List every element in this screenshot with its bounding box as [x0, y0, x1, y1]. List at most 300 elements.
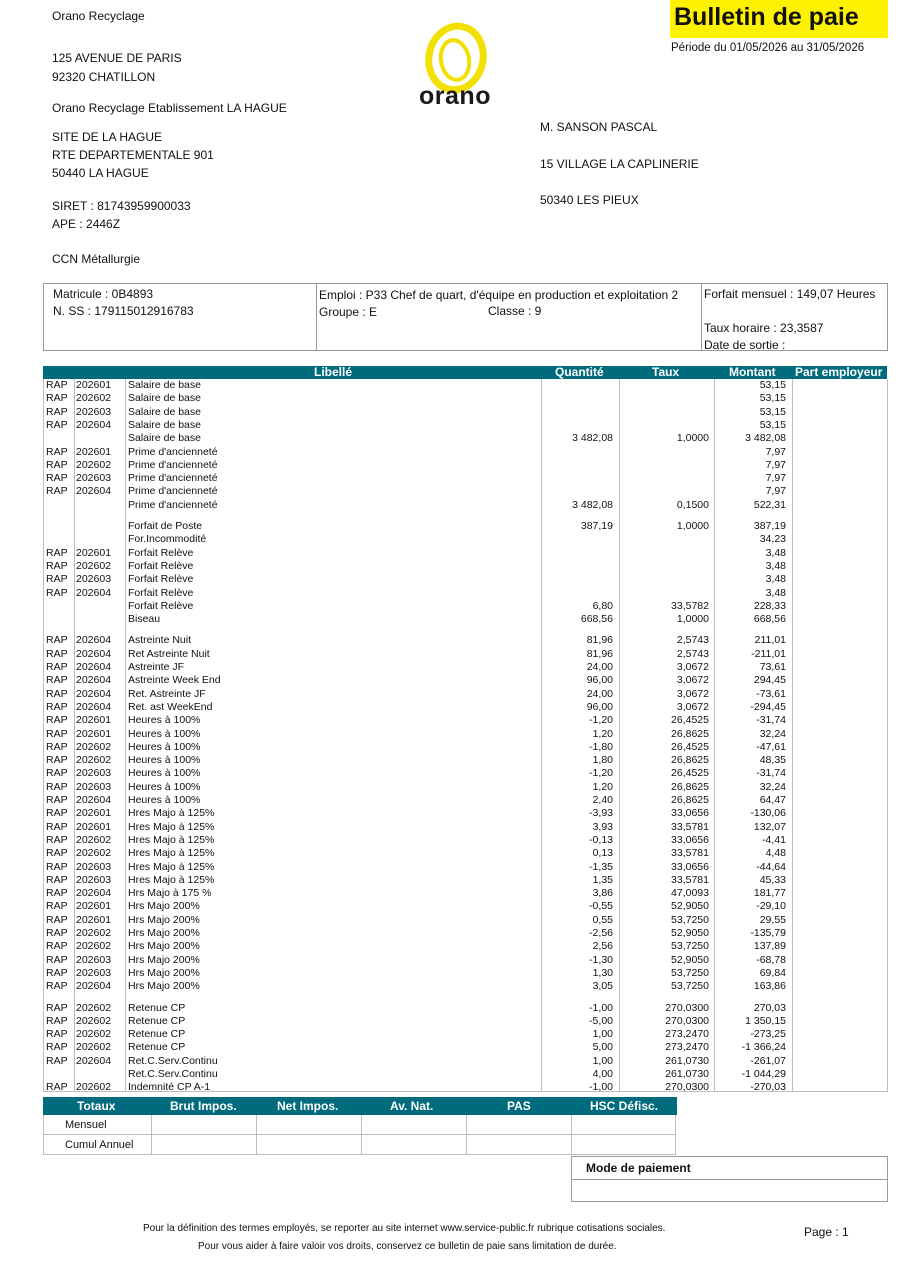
row-period: 202603 — [76, 780, 112, 793]
row-amount: 48,35 — [759, 754, 786, 767]
row-rate: 53,7250 — [671, 913, 709, 926]
row-period: 202604 — [76, 1054, 112, 1067]
row-period: 202602 — [76, 740, 112, 753]
row-rap: RAP — [46, 847, 68, 860]
row-period: 202601 — [76, 900, 112, 913]
row-rate: 33,0656 — [671, 860, 709, 873]
header-libelle: Libellé — [314, 365, 353, 379]
row-amount: -1 044,29 — [741, 1068, 786, 1080]
row-amount: -44,64 — [756, 860, 786, 873]
row-label: Forfait Relève — [128, 546, 194, 559]
row-period: 202604 — [76, 418, 112, 431]
row-quantity: -1,80 — [589, 740, 613, 753]
row-period: 202602 — [76, 1041, 112, 1054]
row-amount: 3,48 — [765, 559, 786, 572]
row-label: Hres Majo à 125% — [128, 820, 215, 833]
table-row — [0, 547, 911, 560]
table-row — [0, 728, 911, 741]
row-label: Heures à 100% — [128, 714, 201, 727]
row-amount: -273,25 — [750, 1028, 786, 1041]
totals-grid — [43, 1115, 676, 1155]
row-label: Retenue CP — [128, 1001, 186, 1014]
row-quantity: -1,20 — [589, 714, 613, 727]
row-rate: 52,9050 — [671, 900, 709, 913]
row-quantity: -1,30 — [589, 953, 613, 966]
table-row — [0, 1081, 911, 1094]
payment-method-box — [571, 1156, 888, 1202]
row-amount: 7,97 — [765, 445, 786, 458]
logo-wordmark: orano — [419, 82, 491, 110]
row-rate: 3,0672 — [676, 700, 709, 713]
totals-col-4: PAS — [507, 1099, 531, 1113]
row-rate: 26,8625 — [671, 794, 709, 806]
row-rate: 33,5782 — [671, 599, 709, 612]
row-period: 202604 — [76, 887, 112, 900]
monthly-hours: Forfait mensuel : 149,07 Heures — [704, 287, 876, 301]
table-row — [0, 914, 911, 927]
table-row — [0, 472, 911, 485]
row-amount: -73,61 — [756, 687, 786, 700]
row-quantity: 24,00 — [586, 687, 613, 700]
row-period: 202602 — [76, 754, 112, 767]
site-line-2: RTE DEPARTEMENTALE 901 — [52, 148, 214, 162]
row-rap: RAP — [46, 661, 68, 673]
row-period: 202602 — [76, 940, 112, 953]
row-rap: RAP — [46, 546, 68, 559]
row-label: Forfait Relève — [128, 559, 194, 572]
row-period: 202602 — [76, 1028, 112, 1041]
row-quantity: 4,00 — [592, 1068, 613, 1080]
row-quantity: 3 482,08 — [572, 432, 613, 445]
header-part-employeur: Part employeur — [795, 365, 883, 379]
row-label: Hres Majo à 125% — [128, 847, 215, 860]
table-row — [0, 419, 911, 432]
table-row — [0, 485, 911, 498]
row-rate: 1,0000 — [676, 432, 709, 445]
employer-name: Orano Recyclage — [52, 9, 145, 23]
row-rap: RAP — [46, 405, 68, 418]
row-rate: 273,2470 — [665, 1028, 709, 1041]
row-quantity: 96,00 — [586, 674, 613, 687]
row-label: Prime d'ancienneté — [128, 445, 218, 458]
row-rate: 270,0300 — [665, 1081, 709, 1094]
row-quantity: 668,56 — [580, 613, 613, 626]
row-amount: -294,45 — [750, 700, 786, 713]
row-amount: 270,03 — [753, 1001, 786, 1014]
table-row — [0, 1068, 911, 1081]
row-amount: 3 482,08 — [745, 432, 786, 445]
table-row — [0, 432, 911, 445]
row-rap: RAP — [46, 1054, 68, 1067]
row-label: Prime d'ancienneté — [128, 458, 218, 471]
table-row — [0, 834, 911, 847]
totals-col-0: Totaux — [77, 1099, 116, 1113]
row-label: Hres Majo à 125% — [128, 860, 215, 873]
row-label: Astreinte Week End — [128, 674, 221, 687]
row-rap: RAP — [46, 966, 68, 979]
row-quantity: 5,00 — [592, 1041, 613, 1054]
row-period: 202603 — [76, 472, 112, 485]
row-rate: 26,4525 — [671, 714, 709, 727]
site-line-1: SITE DE LA HAGUE — [52, 130, 163, 144]
row-rap: RAP — [46, 1001, 68, 1014]
row-period: 202602 — [76, 833, 112, 846]
table-row — [0, 1002, 911, 1015]
row-rate: 26,4525 — [671, 767, 709, 780]
row-quantity: -5,00 — [589, 1014, 613, 1027]
row-label: Salaire de base — [128, 379, 201, 391]
row-rap: RAP — [46, 860, 68, 873]
row-label: Ret. ast WeekEnd — [128, 700, 213, 713]
totals-header — [43, 1097, 677, 1115]
row-quantity: 0,55 — [592, 913, 613, 926]
row-label: Heures à 100% — [128, 754, 201, 767]
row-label: Hrs Majo 200% — [128, 953, 200, 966]
row-period: 202601 — [76, 913, 112, 926]
row-period: 202602 — [76, 847, 112, 860]
row-rate: 53,7250 — [671, 966, 709, 979]
ccn: CCN Métallurgie — [52, 252, 141, 266]
row-quantity: 81,96 — [586, 647, 613, 660]
row-label: Ret.C.Serv.Continu — [128, 1054, 218, 1067]
payment-method-label: Mode de paiement — [586, 1161, 691, 1175]
row-rap: RAP — [46, 913, 68, 926]
row-amount: 29,55 — [759, 913, 786, 926]
row-rate: 270,0300 — [665, 1001, 709, 1014]
group: Groupe : E — [319, 305, 378, 319]
row-quantity: 2,40 — [592, 794, 613, 806]
table-header — [43, 366, 887, 379]
row-period: 202602 — [76, 1001, 112, 1014]
table-row — [0, 874, 911, 887]
row-quantity: -1,00 — [589, 1001, 613, 1014]
row-rate: 273,2470 — [665, 1041, 709, 1054]
totals-mensuel-label: Mensuel — [65, 1119, 107, 1131]
row-period: 202604 — [76, 586, 112, 599]
row-label: Forfait Relève — [128, 573, 194, 586]
row-rap: RAP — [46, 794, 68, 806]
footer-line-2: Pour vous aider à faire valoir vos droits, conservez ce bulletin de paie sans limitation de durée. — [198, 1241, 617, 1252]
totals-col-2: Net Impos. — [277, 1099, 339, 1113]
row-rap: RAP — [46, 458, 68, 471]
row-amount: -270,03 — [750, 1081, 786, 1094]
row-quantity: -2,56 — [589, 927, 613, 939]
row-rap: RAP — [46, 927, 68, 939]
row-rate: 33,5781 — [671, 873, 709, 886]
row-rate: 1,0000 — [676, 520, 709, 532]
table-row — [0, 600, 911, 613]
row-amount: 7,97 — [765, 458, 786, 471]
row-rap: RAP — [46, 392, 68, 405]
row-rate: 3,0672 — [676, 674, 709, 687]
row-amount: -68,78 — [756, 953, 786, 966]
row-period: 202604 — [76, 687, 112, 700]
row-amount: 32,24 — [759, 727, 786, 740]
row-label: Hres Majo à 125% — [128, 873, 215, 886]
table-row — [0, 741, 911, 754]
row-amount: 137,89 — [753, 940, 786, 953]
row-rap: RAP — [46, 472, 68, 485]
table-row — [0, 661, 911, 674]
row-rate: 52,9050 — [671, 927, 709, 939]
row-rate: 47,0093 — [671, 887, 709, 900]
row-period: 202601 — [76, 727, 112, 740]
row-label: Ret. Astreinte JF — [128, 687, 206, 700]
row-rate: 2,5743 — [676, 634, 709, 647]
row-label: Astreinte Nuit — [128, 634, 192, 647]
page-number: Page : 1 — [804, 1225, 849, 1239]
row-rap: RAP — [46, 379, 68, 391]
row-label: Prime d'ancienneté — [128, 472, 218, 485]
row-label: Retenue CP — [128, 1028, 186, 1041]
row-label: Hrs Majo 200% — [128, 966, 200, 979]
row-amount: 45,33 — [759, 873, 786, 886]
row-label: Heures à 100% — [128, 767, 201, 780]
table-row — [0, 406, 911, 419]
table-row — [0, 940, 911, 953]
employee-address-2: 50340 LES PIEUX — [540, 193, 639, 207]
row-quantity: -0,55 — [589, 900, 613, 913]
row-amount: -47,61 — [756, 740, 786, 753]
row-rap: RAP — [46, 1041, 68, 1054]
table-row — [0, 533, 911, 546]
row-period: 202603 — [76, 573, 112, 586]
employer-address-1: 125 AVENUE DE PARIS — [52, 51, 182, 65]
row-rate: 33,0656 — [671, 833, 709, 846]
row-label: Hrs Majo 200% — [128, 913, 200, 926]
row-quantity: 1,20 — [592, 727, 613, 740]
row-amount: 1 350,15 — [745, 1014, 786, 1027]
row-rap: RAP — [46, 714, 68, 727]
table-row — [0, 648, 911, 661]
table-row — [0, 634, 911, 647]
table-row — [0, 927, 911, 940]
class: Classe : 9 — [488, 304, 542, 318]
document-title: Bulletin de paie — [670, 0, 888, 38]
table-row — [0, 379, 911, 392]
row-amount: 294,45 — [753, 674, 786, 687]
table-row — [0, 613, 911, 626]
footer-line-1: Pour la définition des termes employés, se reporter au site internet www.service-public.fr rubrique cotisations sociales. — [143, 1223, 666, 1234]
row-amount: 53,15 — [759, 405, 786, 418]
table-row — [0, 967, 911, 980]
row-quantity: 1,20 — [592, 780, 613, 793]
row-amount: 668,56 — [753, 613, 786, 626]
row-label: Salaire de base — [128, 392, 201, 405]
row-rap: RAP — [46, 700, 68, 713]
row-period: 202602 — [76, 392, 112, 405]
row-amount: 34,23 — [759, 533, 786, 546]
row-period: 202601 — [76, 807, 112, 820]
row-quantity: 1,80 — [592, 754, 613, 767]
row-quantity: -1,20 — [589, 767, 613, 780]
row-period: 202601 — [76, 445, 112, 458]
row-amount: 7,97 — [765, 485, 786, 498]
row-rap: RAP — [46, 1081, 68, 1094]
row-period: 202604 — [76, 794, 112, 806]
row-label: Ret.C.Serv.Continu — [128, 1068, 218, 1080]
row-amount: 163,86 — [753, 980, 786, 993]
row-rap: RAP — [46, 674, 68, 687]
table-row — [0, 459, 911, 472]
row-label: Hrs Majo à 175 % — [128, 887, 212, 900]
row-period: 202604 — [76, 485, 112, 498]
row-amount: 73,61 — [759, 661, 786, 673]
row-label: Hres Majo à 125% — [128, 833, 215, 846]
matricule: Matricule : 0B4893 — [53, 287, 154, 301]
establishment-name: Orano Recyclage Etablissement LA HAGUE — [52, 101, 287, 115]
exit-date: Date de sortie : — [704, 338, 786, 352]
row-amount: 522,31 — [753, 498, 786, 511]
row-label: Salaire de base — [128, 418, 201, 431]
row-period: 202601 — [76, 379, 112, 391]
row-rap: RAP — [46, 573, 68, 586]
row-rap: RAP — [46, 754, 68, 767]
row-period: 202602 — [76, 1081, 112, 1094]
row-quantity: -1,00 — [589, 1081, 613, 1094]
table-row — [0, 954, 911, 967]
row-rate: 53,7250 — [671, 980, 709, 993]
row-period: 202601 — [76, 546, 112, 559]
row-quantity: 2,56 — [592, 940, 613, 953]
table-row — [0, 520, 911, 533]
table-row — [0, 767, 911, 780]
row-amount: 7,97 — [765, 472, 786, 485]
row-period: 202604 — [76, 980, 112, 993]
row-quantity: 387,19 — [580, 520, 613, 532]
row-rate: 26,8625 — [671, 780, 709, 793]
row-amount: 69,84 — [759, 966, 786, 979]
row-label: Retenue CP — [128, 1041, 186, 1054]
table-row — [0, 1015, 911, 1028]
row-quantity: 3,05 — [592, 980, 613, 993]
row-rate: 261,0730 — [665, 1068, 709, 1080]
row-rate: 270,0300 — [665, 1014, 709, 1027]
table-row — [0, 807, 911, 820]
table-row — [0, 1041, 911, 1054]
row-quantity: 1,00 — [592, 1028, 613, 1041]
row-period: 202603 — [76, 953, 112, 966]
row-label: Hrs Majo 200% — [128, 900, 200, 913]
row-amount: -4,41 — [762, 833, 786, 846]
row-quantity: 3 482,08 — [572, 498, 613, 511]
row-amount: -130,06 — [750, 807, 786, 820]
row-label: Salaire de base — [128, 405, 201, 418]
row-amount: -29,10 — [756, 900, 786, 913]
row-rap: RAP — [46, 1014, 68, 1027]
row-label: Retenue CP — [128, 1014, 186, 1027]
row-amount: 32,24 — [759, 780, 786, 793]
row-amount: -31,74 — [756, 767, 786, 780]
row-rap: RAP — [46, 887, 68, 900]
row-period: 202602 — [76, 1014, 112, 1027]
row-amount: 4,48 — [765, 847, 786, 860]
table-row — [0, 900, 911, 913]
employee-name: M. SANSON PASCAL — [540, 120, 658, 134]
row-rap: RAP — [46, 807, 68, 820]
row-period: 202603 — [76, 873, 112, 886]
row-rap: RAP — [46, 586, 68, 599]
row-period: 202602 — [76, 458, 112, 471]
row-label: Hres Majo à 125% — [128, 807, 215, 820]
row-amount: 387,19 — [753, 520, 786, 532]
row-rate: 1,0000 — [676, 613, 709, 626]
row-rap: RAP — [46, 767, 68, 780]
row-rate: 26,8625 — [671, 754, 709, 767]
row-rate: 33,0656 — [671, 807, 709, 820]
row-period: 202603 — [76, 767, 112, 780]
row-amount: -31,74 — [756, 714, 786, 727]
orano-logo — [408, 20, 502, 112]
row-rate: 26,4525 — [671, 740, 709, 753]
table-row — [0, 861, 911, 874]
row-label: Hrs Majo 200% — [128, 940, 200, 953]
table-row — [0, 794, 911, 807]
row-rap: RAP — [46, 873, 68, 886]
row-label: Indemnité CP A-1 — [128, 1081, 211, 1094]
row-amount: -1 366,24 — [741, 1041, 786, 1054]
row-label: Heures à 100% — [128, 780, 201, 793]
row-quantity: 1,35 — [592, 873, 613, 886]
row-quantity: 1,30 — [592, 966, 613, 979]
row-amount: 228,33 — [753, 599, 786, 612]
table-row — [0, 560, 911, 573]
row-amount: -211,01 — [751, 647, 786, 660]
pay-period: Période du 01/05/2026 au 31/05/2026 — [671, 42, 865, 54]
row-rate: 261,0730 — [665, 1054, 709, 1067]
row-amount: 3,48 — [765, 573, 786, 586]
employer-address-2: 92320 CHATILLON — [52, 70, 156, 84]
totals-col-3: Av. Nat. — [390, 1099, 434, 1113]
table-row — [0, 1055, 911, 1068]
table-row — [0, 674, 911, 687]
row-amount: 211,01 — [754, 634, 786, 647]
row-rap: RAP — [46, 900, 68, 913]
row-quantity: -3,93 — [589, 807, 613, 820]
row-rap: RAP — [46, 485, 68, 498]
row-rap: RAP — [46, 647, 68, 660]
row-period: 202604 — [76, 674, 112, 687]
table-row — [0, 587, 911, 600]
row-label: Heures à 100% — [128, 794, 201, 806]
row-rate: 53,7250 — [671, 940, 709, 953]
row-quantity: 3,93 — [592, 820, 613, 833]
table-row — [0, 887, 911, 900]
header-montant: Montant — [729, 365, 776, 379]
hourly-rate: Taux horaire : 23,3587 — [704, 321, 824, 335]
table-row — [0, 701, 911, 714]
table-row — [0, 781, 911, 794]
row-label: Hrs Majo 200% — [128, 980, 200, 993]
row-rap: RAP — [46, 445, 68, 458]
row-period: 202601 — [76, 714, 112, 727]
row-rap: RAP — [46, 687, 68, 700]
row-period: 202603 — [76, 966, 112, 979]
employee-info-box — [43, 283, 888, 351]
row-quantity: 6,80 — [592, 599, 613, 612]
row-rap: RAP — [46, 1028, 68, 1041]
table-row — [0, 714, 911, 727]
siret: SIRET : 81743959900033 — [52, 199, 191, 213]
ape: APE : 2446Z — [52, 217, 121, 231]
row-period: 202601 — [76, 820, 112, 833]
row-rate: 0,1500 — [676, 498, 709, 511]
row-rap: RAP — [46, 953, 68, 966]
row-label: Forfait Relève — [128, 586, 194, 599]
job-title: Emploi : P33 Chef de quart, d'équipe en production et exploitation 2 — [319, 288, 679, 302]
totals-col-5: HSC Défisc. — [590, 1099, 659, 1113]
totals-col-1: Brut Impos. — [170, 1099, 237, 1113]
